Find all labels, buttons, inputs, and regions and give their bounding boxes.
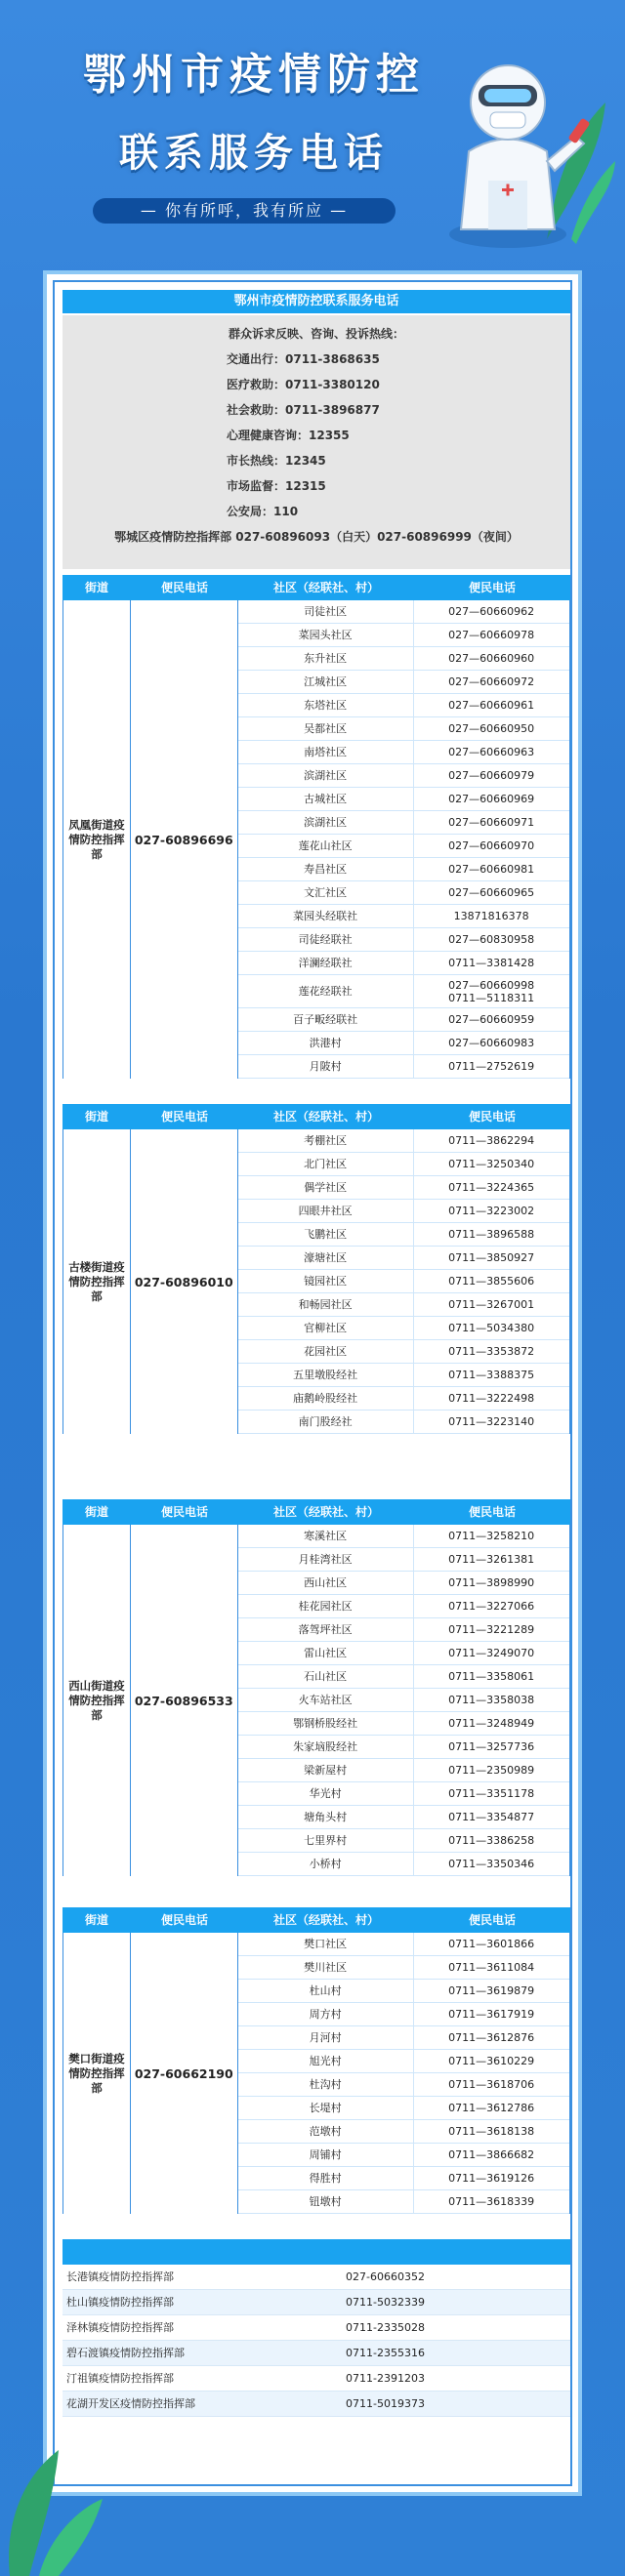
- community-phone: 027—60660959: [448, 1013, 535, 1026]
- section-body: [62, 1933, 570, 2214]
- community-phone: 0711—3267001: [448, 1298, 535, 1311]
- community-name: 考棚社区: [238, 1129, 414, 1152]
- hotline-heading: 鄂州市疫情防控联系服务电话: [62, 290, 570, 313]
- community-phone: 027—60660971: [448, 816, 535, 829]
- community-name: 庙鹅岭股经社: [238, 1387, 414, 1410]
- community-name: 飞鹏社区: [238, 1223, 414, 1246]
- community-name: 樊口社区: [238, 1933, 414, 1955]
- town-phone: 0711-2335028: [346, 2321, 425, 2334]
- community-phone: 0711—3612876: [448, 2031, 535, 2044]
- street-name: 西山街道疫情防控指挥部: [63, 1525, 131, 1876]
- table-row: [238, 1387, 569, 1411]
- community-name: 偶学社区: [238, 1176, 414, 1199]
- column-header: 社区（经联社、村）: [272, 1913, 379, 1927]
- table-row: [238, 600, 569, 624]
- community-phone: 0711—3862294: [448, 1134, 535, 1147]
- community-name: 五里墩股经社: [238, 1364, 414, 1386]
- street-section: [62, 1499, 570, 1876]
- table-row: [62, 2315, 570, 2341]
- town-name: 碧石渡镇疫情防控指挥部: [66, 2347, 185, 2359]
- page-title-line2: 联系服务电话: [119, 131, 389, 176]
- community-name: 南门股经社: [238, 1411, 414, 1433]
- community-phone: 13871816378: [453, 910, 529, 922]
- table-row: [238, 1129, 569, 1153]
- section-header: [62, 1907, 570, 1933]
- table-row: [238, 1782, 569, 1806]
- table-row: [238, 671, 569, 694]
- table-row: [62, 2265, 570, 2290]
- table-row: [238, 1736, 569, 1759]
- town-name: 泽林镇疫情防控指挥部: [66, 2321, 174, 2334]
- table-row: [238, 952, 569, 975]
- community-name: 范墩村: [238, 2120, 414, 2143]
- community-phone: 027—60660998 0711—5118311: [448, 978, 535, 1004]
- table-row: [238, 1759, 569, 1782]
- table-row: [238, 1340, 569, 1364]
- community-name: 菜园头经联社: [238, 905, 414, 927]
- community-name: 雷山社区: [238, 1642, 414, 1664]
- table-row: [238, 811, 569, 835]
- community-name: 寿昌社区: [238, 858, 414, 880]
- table-row: [238, 1411, 569, 1434]
- column-header: 街道: [84, 1110, 108, 1124]
- table-row: [238, 717, 569, 741]
- table-row: [238, 2144, 569, 2167]
- district-command-line: 鄂城区疫情防控指挥部 027-60896093（白天）027-60896999（夜间）: [114, 530, 519, 544]
- community-name: 鄂钢桥股经社: [238, 1712, 414, 1735]
- table-row: [238, 881, 569, 905]
- community-phone: 0711—3386258: [448, 1834, 535, 1847]
- table-row: [238, 2026, 569, 2050]
- community-name: 百子畈经联社: [238, 1008, 414, 1031]
- community-phone: 0711—3249070: [448, 1647, 535, 1659]
- table-row: [238, 764, 569, 788]
- community-phone: 027—60660961: [448, 699, 535, 712]
- column-header: 街道: [84, 1505, 108, 1519]
- table-row: [238, 975, 569, 1008]
- community-name: 文汇社区: [238, 881, 414, 904]
- community-phone: 0711—3358061: [448, 1670, 535, 1683]
- table-row: [238, 2190, 569, 2214]
- community-phone: 027—60660981: [448, 863, 535, 876]
- community-name: 杜山村: [238, 1980, 414, 2002]
- community-phone: 027—60660962: [448, 605, 535, 618]
- section-body: [62, 1129, 570, 1434]
- community-phone: 0711—3261381: [448, 1553, 535, 1566]
- column-header: 便民电话: [468, 581, 516, 594]
- table-row: [238, 1548, 569, 1572]
- section-body: [62, 600, 570, 1079]
- community-phone: 0711—3619879: [448, 1984, 535, 1997]
- community-phone: 0711—3257736: [448, 1740, 535, 1753]
- slogan-banner: — 你有所呼，我有所应 —: [93, 198, 396, 224]
- community-name: 华光村: [238, 1782, 414, 1805]
- town-phone: 0711-2391203: [346, 2372, 425, 2385]
- community-name: 莲花经联社: [238, 975, 414, 1007]
- table-row: [62, 2366, 570, 2392]
- table-row: [238, 2073, 569, 2097]
- table-row: [62, 2392, 570, 2417]
- community-name: 南塔社区: [238, 741, 414, 763]
- community-name: 得胜村: [238, 2167, 414, 2189]
- street-section: [62, 575, 570, 1079]
- community-name: 西山社区: [238, 1572, 414, 1594]
- hotline-box: [62, 315, 570, 569]
- table-row: [238, 1247, 569, 1270]
- table-row: [238, 1032, 569, 1055]
- community-phone: 0711—3224365: [448, 1181, 535, 1194]
- community-name: 莲花山社区: [238, 835, 414, 857]
- street-section: [62, 1907, 570, 2214]
- community-name: 七里界村: [238, 1829, 414, 1852]
- community-phone: 0711—3258210: [448, 1530, 535, 1542]
- community-list: [238, 600, 569, 1079]
- table-row: [238, 1293, 569, 1317]
- community-name: 和畅园社区: [238, 1293, 414, 1316]
- community-phone: 0711—3896588: [448, 1228, 535, 1241]
- table-row: [238, 928, 569, 952]
- street-phone: 027-60662190: [131, 1933, 238, 2214]
- table-row: [62, 2290, 570, 2315]
- column-header: 社区（经联社、村）: [272, 1110, 379, 1124]
- section-header: [62, 1499, 570, 1525]
- community-phone: 0711—3248949: [448, 1717, 535, 1730]
- community-phone: 0711—3350346: [448, 1858, 535, 1870]
- community-phone: 0711—3227066: [448, 1600, 535, 1613]
- table-row: [238, 905, 569, 928]
- community-name: 石山社区: [238, 1665, 414, 1688]
- table-row: [238, 1270, 569, 1293]
- community-name: 东升社区: [238, 647, 414, 670]
- community-name: 朱家垴股经社: [238, 1736, 414, 1758]
- hotline-item: 医疗救助：0711-3380120: [227, 378, 380, 391]
- community-name: 洪港村: [238, 1032, 414, 1054]
- community-phone: 027—60660972: [448, 675, 535, 688]
- community-phone: 0711—3850927: [448, 1251, 535, 1264]
- table-row: [238, 835, 569, 858]
- table-row: [238, 1933, 569, 1956]
- table-row: [238, 2167, 569, 2190]
- table-row: [238, 1176, 569, 1200]
- section-header: [62, 1104, 570, 1129]
- community-phone: 0711—3222498: [448, 1392, 535, 1405]
- column-header: 便民电话: [468, 1913, 516, 1927]
- community-phone: 0711—3617919: [448, 2008, 535, 2021]
- community-phone: 027—60660960: [448, 652, 535, 665]
- street-phone: 027-60896533: [131, 1525, 238, 1876]
- community-phone: 0711—3381428: [448, 957, 535, 969]
- community-phone: 0711—3353872: [448, 1345, 535, 1358]
- table-row: [238, 1572, 569, 1595]
- community-phone: 0711—2350989: [448, 1764, 535, 1777]
- community-name: 塘角头村: [238, 1806, 414, 1828]
- community-phone: 0711—3351178: [448, 1787, 535, 1800]
- table-row: [238, 2120, 569, 2144]
- table-row: [62, 2341, 570, 2366]
- community-name: 杜沟村: [238, 2073, 414, 2096]
- community-name: 滨湖社区: [238, 764, 414, 787]
- table-row: [238, 788, 569, 811]
- table-row: [238, 1618, 569, 1642]
- community-phone: 0711—5034380: [448, 1322, 535, 1334]
- community-name: 旭光村: [238, 2050, 414, 2072]
- community-phone: 0711—3223140: [448, 1415, 535, 1428]
- community-name: 月桂湾社区: [238, 1548, 414, 1571]
- community-phone: 027—60660970: [448, 839, 535, 852]
- community-phone: 0711—3611084: [448, 1961, 535, 1974]
- column-header: 街道: [84, 1913, 108, 1927]
- column-header: 社区（经联社、村）: [272, 581, 379, 594]
- community-phone: 027—60660969: [448, 793, 535, 805]
- column-header: 便民电话: [160, 1505, 208, 1519]
- table-row: [238, 2003, 569, 2026]
- town-name: 汀祖镇疫情防控指挥部: [66, 2372, 174, 2385]
- community-name: 落驾坪社区: [238, 1618, 414, 1641]
- community-phone: 027—60660983: [448, 1037, 535, 1049]
- community-phone: 0711—3618706: [448, 2078, 535, 2091]
- table-row: [238, 1806, 569, 1829]
- section-body: [62, 1525, 570, 1876]
- table-row: [238, 1829, 569, 1853]
- table-row: [238, 1642, 569, 1665]
- community-phone: 027—60660978: [448, 629, 535, 641]
- community-name: 周方村: [238, 2003, 414, 2025]
- community-name: 濠塘社区: [238, 1247, 414, 1269]
- table-row: [238, 647, 569, 671]
- table-row: [238, 1595, 569, 1618]
- community-phone: 0711—3223002: [448, 1205, 535, 1217]
- community-name: 周铺村: [238, 2144, 414, 2166]
- community-name: 樊川社区: [238, 1956, 414, 1979]
- table-row: [238, 741, 569, 764]
- community-name: 寒溪社区: [238, 1525, 414, 1547]
- community-name: 钮墩村: [238, 2190, 414, 2213]
- street-phone: 027-60896010: [131, 1129, 238, 1434]
- community-phone: 0711—3866682: [448, 2148, 535, 2161]
- community-phone: 0711—3388375: [448, 1369, 535, 1381]
- community-name: 官柳社区: [238, 1317, 414, 1339]
- street-name: 古楼街道疫情防控指挥部: [63, 1129, 131, 1434]
- table-row: [238, 1712, 569, 1736]
- community-phone: 0711—3618339: [448, 2195, 535, 2208]
- table-row: [238, 1223, 569, 1247]
- table-row: [238, 694, 569, 717]
- table-row: [238, 1665, 569, 1689]
- community-name: 梁新屋村: [238, 1759, 414, 1781]
- community-name: 桂花园社区: [238, 1595, 414, 1617]
- community-name: 北门社区: [238, 1153, 414, 1175]
- community-name: 月河村: [238, 2026, 414, 2049]
- content-frame: [43, 270, 582, 2496]
- table-row: [238, 1956, 569, 1980]
- hotline-item: 社会救助：0711-3896877: [227, 403, 380, 417]
- table-row: [238, 1055, 569, 1079]
- table-row: [238, 1364, 569, 1387]
- town-table: [62, 2239, 570, 2417]
- community-phone: 027—60660950: [448, 722, 535, 735]
- leaf-decoration-icon: [0, 2411, 107, 2576]
- community-phone: 027—60660979: [448, 769, 535, 782]
- community-phone: 0711—3612786: [448, 2102, 535, 2114]
- community-phone: 027—60660965: [448, 886, 535, 899]
- community-list: [238, 1129, 569, 1434]
- community-phone: 0711—3221289: [448, 1623, 535, 1636]
- street-phone: 027-60896696: [131, 600, 238, 1079]
- community-name: 滨湖社区: [238, 811, 414, 834]
- community-name: 江城社区: [238, 671, 414, 693]
- column-header: 便民电话: [160, 1913, 208, 1927]
- hotline-item: 心理健康咨询：12355: [227, 429, 350, 442]
- hotline-item: 市场监督：12315: [227, 479, 326, 493]
- hotline-item: 市长热线：12345: [227, 454, 326, 468]
- community-phone: 0711—3250340: [448, 1158, 535, 1170]
- community-name: 镜园社区: [238, 1270, 414, 1292]
- table-row: [238, 2097, 569, 2120]
- community-list: [238, 1933, 569, 2214]
- community-name: 火车站社区: [238, 1689, 414, 1711]
- community-phone: 0711—3619126: [448, 2172, 535, 2185]
- community-name: 吴都社区: [238, 717, 414, 740]
- community-phone: 027—60660963: [448, 746, 535, 758]
- community-name: 月陂村: [238, 1055, 414, 1078]
- community-phone: 0711—3898990: [448, 1576, 535, 1589]
- community-phone: 0711—3354877: [448, 1811, 535, 1823]
- header: [0, 0, 625, 264]
- community-phone: 027—60830958: [448, 933, 535, 946]
- street-name: 樊口街道疫情防控指挥部: [63, 1933, 131, 2214]
- community-phone: 0711—3855606: [448, 1275, 535, 1288]
- section-header: [62, 575, 570, 600]
- hotline-intro: 群众诉求反映、咨询、投诉热线：: [228, 327, 404, 341]
- town-name: 长港镇疫情防控指挥部: [66, 2270, 174, 2283]
- town-phone: 0711-2355316: [346, 2347, 425, 2359]
- community-name: 洋澜经联社: [238, 952, 414, 974]
- town-phone: 0711-5032339: [346, 2296, 425, 2309]
- community-name: 东塔社区: [238, 694, 414, 716]
- town-name: 花湖开发区疫情防控指挥部: [66, 2397, 195, 2410]
- table-row: [238, 1980, 569, 2003]
- table-row: [238, 1853, 569, 1876]
- column-header: 社区（经联社、村）: [272, 1505, 379, 1519]
- table-row: [238, 1689, 569, 1712]
- town-phone: 0711-5019373: [346, 2397, 425, 2410]
- community-name: 司徒经联社: [238, 928, 414, 951]
- community-name: 菜园头社区: [238, 624, 414, 646]
- community-name: 花园社区: [238, 1340, 414, 1363]
- community-phone: 0711—3601866: [448, 1938, 535, 1950]
- town-table-header: [62, 2239, 570, 2265]
- town-phone: 027-60660352: [346, 2270, 425, 2283]
- community-phone: 0711—3358038: [448, 1694, 535, 1706]
- community-phone: 0711—2752619: [448, 1060, 535, 1073]
- community-name: 四眼井社区: [238, 1200, 414, 1222]
- column-header: 便民电话: [468, 1110, 516, 1124]
- community-phone: 0711—3618138: [448, 2125, 535, 2138]
- table-row: [238, 624, 569, 647]
- table-row: [238, 1008, 569, 1032]
- community-name: 小桥村: [238, 1853, 414, 1875]
- column-header: 街道: [84, 581, 108, 594]
- hotline-item: 交通出行：0711-3868635: [227, 352, 380, 366]
- page-title-line1: 鄂州市疫情防控: [83, 50, 425, 100]
- community-phone: 0711—3610229: [448, 2055, 535, 2067]
- mascot-doctor-icon: [430, 34, 615, 259]
- table-row: [238, 858, 569, 881]
- town-name: 杜山镇疫情防控指挥部: [66, 2296, 174, 2309]
- hotline-item: 公安局：110: [227, 505, 299, 518]
- community-name: 司徒社区: [238, 600, 414, 623]
- column-header: 便民电话: [468, 1505, 516, 1519]
- street-name: 凤凰街道疫情防控指挥部: [63, 600, 131, 1079]
- street-section: [62, 1104, 570, 1434]
- table-row: [238, 1200, 569, 1223]
- table-row: [238, 1525, 569, 1548]
- column-header: 便民电话: [160, 1110, 208, 1124]
- table-row: [238, 1153, 569, 1176]
- content-inner: [53, 280, 572, 2486]
- community-name: 古城社区: [238, 788, 414, 810]
- community-name: 长堤村: [238, 2097, 414, 2119]
- community-list: [238, 1525, 569, 1876]
- column-header: 便民电话: [160, 581, 208, 594]
- table-row: [238, 2050, 569, 2073]
- table-row: [238, 1317, 569, 1340]
